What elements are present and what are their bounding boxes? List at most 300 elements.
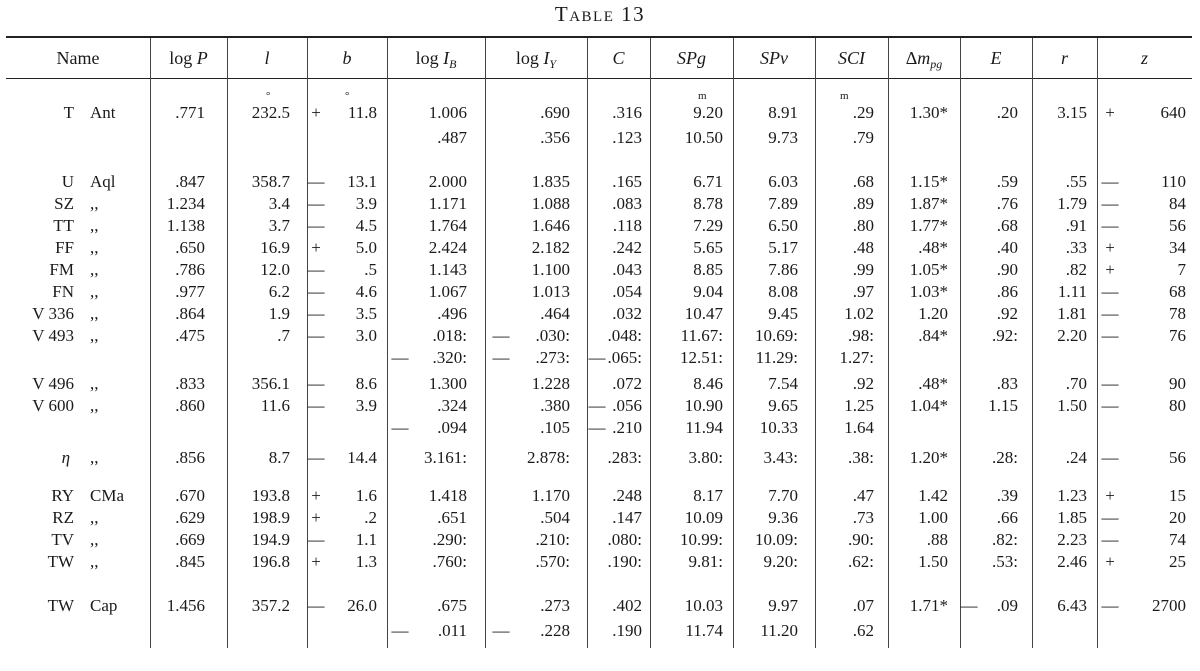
- header-logiy: $\log I_Y$: [515, 48, 557, 71]
- cell-logp: .475: [175, 326, 205, 345]
- cell-sci: .07: [852, 596, 874, 615]
- cell-spg: 10.03: [684, 596, 723, 615]
- cell-c: .316: [612, 103, 642, 122]
- star-name: V 496: [32, 374, 74, 393]
- cell-spv: 9.65: [768, 396, 798, 415]
- cell-z: 15: [1169, 486, 1186, 505]
- sign-b: —: [307, 596, 325, 615]
- cell-sci: .79: [852, 128, 874, 147]
- cell-dmpg: .48*: [918, 374, 948, 393]
- sign-z: —: [1101, 530, 1119, 549]
- star-name: TV: [51, 530, 74, 549]
- cell-spv: 9.97: [768, 596, 798, 615]
- header-logp: log P: [169, 48, 208, 68]
- cell-b: .2: [364, 508, 377, 527]
- cell-e: .92: [996, 304, 1018, 323]
- cell-spg: 8.46: [693, 374, 723, 393]
- cell-e: .39: [996, 486, 1018, 505]
- cell-spv: 9.20:: [763, 552, 798, 571]
- cell-logp: .977: [175, 282, 205, 301]
- sign-z: —: [1101, 508, 1119, 527]
- cell-c: .080:: [607, 530, 642, 549]
- cell-spg: 9.04: [693, 282, 723, 301]
- cell-spv: 9.36: [768, 508, 798, 527]
- cell-logib: .320:: [432, 348, 467, 367]
- cell-logib: .651: [437, 508, 467, 527]
- sign-z: —: [1101, 304, 1119, 323]
- cell-sci: .62:: [848, 552, 874, 571]
- constellation: ,,: [90, 304, 99, 323]
- constellation: ,,: [90, 238, 99, 257]
- constellation: ,,: [90, 194, 99, 213]
- cell-dmpg: 1.71*: [909, 596, 948, 615]
- cell-dmpg: 1.04*: [909, 396, 948, 415]
- cell-z: 56: [1169, 216, 1186, 235]
- cell-e: .76: [996, 194, 1018, 213]
- cell-r: .24: [1065, 448, 1087, 467]
- cell-b: 4.5: [355, 216, 377, 235]
- cell-z: 90: [1169, 374, 1186, 393]
- cell-c: .043: [612, 260, 642, 279]
- constellation: ,,: [90, 282, 99, 301]
- constellation: ,,: [90, 396, 99, 415]
- cell-logib: .011: [437, 621, 467, 640]
- constellation: ,,: [90, 374, 99, 393]
- cell-z: 76: [1169, 326, 1186, 345]
- cell-l: 16.9: [260, 238, 290, 257]
- sign-logiy: —: [492, 621, 510, 640]
- unit-b: °: [345, 90, 350, 102]
- cell-spg: 12.51:: [680, 348, 723, 367]
- header-spv: SPv: [760, 48, 788, 68]
- constellation: CMa: [90, 486, 124, 505]
- cell-z: 2700: [1152, 596, 1186, 615]
- cell-l: 12.0: [260, 260, 290, 279]
- cell-logp: 1.234: [166, 194, 205, 213]
- constellation: Cap: [90, 596, 118, 615]
- cell-b: 26.0: [347, 596, 377, 615]
- star-name: TW: [47, 552, 74, 571]
- sign-z: —: [1101, 396, 1119, 415]
- cell-logib: 3.161:: [424, 448, 467, 467]
- cell-c: .032: [612, 304, 642, 323]
- cell-spg: 11.67:: [680, 326, 723, 345]
- cell-logp: 1.138: [166, 216, 205, 235]
- cell-logiy: 1.100: [531, 260, 570, 279]
- cell-b: 5.0: [355, 238, 377, 257]
- cell-logib: .496: [437, 304, 467, 323]
- unit-l: °: [266, 90, 271, 102]
- sign-b: —: [307, 260, 325, 279]
- cell-spv: 7.89: [768, 194, 798, 213]
- sign-e: —: [960, 596, 978, 615]
- cell-dmpg: .84*: [918, 326, 948, 345]
- constellation: ,,: [90, 216, 99, 235]
- cell-logp: .845: [175, 552, 205, 571]
- cell-b: 4.6: [355, 282, 377, 301]
- cell-spg: 10.99:: [680, 530, 723, 549]
- constellation: ,,: [90, 326, 99, 345]
- cell-spg: 10.09: [684, 508, 723, 527]
- cell-logib: 1.418: [428, 486, 467, 505]
- cell-r: 6.43: [1057, 596, 1087, 615]
- sign-z: —: [1101, 216, 1119, 235]
- cell-logiy: .504: [540, 508, 570, 527]
- sign-b: —: [307, 374, 325, 393]
- cell-l: 6.2: [268, 282, 290, 301]
- header-e: E: [990, 48, 1002, 68]
- cell-spg: 8.17: [693, 486, 723, 505]
- cell-c: .123: [612, 128, 642, 147]
- sign-c: —: [588, 396, 606, 415]
- cell-b: 3.5: [355, 304, 377, 323]
- cell-logiy: .273: [540, 596, 570, 615]
- constellation: ,,: [90, 530, 99, 549]
- cell-logp: .864: [175, 304, 205, 323]
- cell-sci: .38:: [848, 448, 874, 467]
- header-r: r: [1060, 48, 1068, 68]
- cell-l: 193.8: [251, 486, 290, 505]
- cell-z: 78: [1169, 304, 1186, 323]
- cell-r: 2.20: [1057, 326, 1087, 345]
- cell-l: .7: [277, 326, 290, 345]
- cell-logib: .018:: [432, 326, 467, 345]
- header-rule: [6, 78, 1192, 79]
- constellation: ,,: [90, 508, 99, 527]
- sign-b: —: [307, 216, 325, 235]
- cell-sci: .29: [852, 103, 874, 122]
- cell-spv: 8.91: [768, 103, 798, 122]
- sign-b: —: [307, 304, 325, 323]
- cell-z: 56: [1169, 448, 1186, 467]
- cell-spg: 8.78: [693, 194, 723, 213]
- cell-e: .09: [996, 596, 1018, 615]
- cell-logib: 1.143: [428, 260, 467, 279]
- cell-e: .40: [996, 238, 1018, 257]
- cell-c: .190: [612, 621, 642, 640]
- cell-dmpg: 1.30*: [909, 103, 948, 122]
- cell-sci: 1.27:: [839, 348, 874, 367]
- sign-b: +: [311, 238, 321, 257]
- cell-dmpg: 1.00: [918, 508, 948, 527]
- cell-spg: 11.74: [685, 621, 723, 640]
- cell-logp: 1.456: [166, 596, 205, 615]
- cell-c: .210: [612, 418, 642, 437]
- cell-spv: 7.54: [768, 374, 798, 393]
- cell-logiy: .105: [540, 418, 570, 437]
- cell-dmpg: 1.42: [918, 486, 948, 505]
- cell-dmpg: .48*: [918, 238, 948, 257]
- cell-l: 3.7: [268, 216, 290, 235]
- constellation: ,,: [90, 552, 99, 571]
- cell-c: .118: [612, 216, 642, 235]
- table-title: Table 13: [554, 2, 646, 26]
- constellation: ,,: [90, 260, 99, 279]
- cell-z: 7: [1177, 260, 1186, 279]
- star-name: T: [63, 103, 74, 122]
- star-name: V 493: [32, 326, 74, 345]
- header-sci: SCI: [838, 48, 865, 68]
- star-name: V 336: [32, 304, 74, 323]
- sign-b: —: [307, 282, 325, 301]
- star-name: TT: [53, 216, 74, 235]
- cell-z: 68: [1169, 282, 1186, 301]
- cell-logib: 2.000: [428, 172, 467, 191]
- cell-r: 2.23: [1057, 530, 1087, 549]
- sign-b: +: [311, 552, 321, 571]
- sign-z: —: [1101, 172, 1119, 191]
- cell-sci: .89: [852, 194, 874, 213]
- header-spg: SPg: [677, 48, 706, 68]
- cell-spv: 6.50: [768, 216, 798, 235]
- constellation: Ant: [90, 103, 116, 122]
- cell-logib: 1.764: [428, 216, 467, 235]
- cell-sci: .68: [852, 172, 874, 191]
- cell-z: 84: [1169, 194, 1186, 213]
- sign-z: +: [1105, 238, 1115, 257]
- cell-logiy: 1.646: [531, 216, 570, 235]
- cell-b: 3.9: [355, 396, 377, 415]
- sign-b: +: [311, 508, 321, 527]
- cell-sci: .80: [852, 216, 874, 235]
- cell-e: 1.15: [988, 396, 1018, 415]
- cell-c: .056: [612, 396, 642, 415]
- cell-spg: 6.71: [693, 172, 723, 191]
- cell-spg: 8.85: [693, 260, 723, 279]
- header-l: l: [264, 48, 270, 68]
- cell-l: 8.7: [268, 448, 290, 467]
- cell-c: .054: [612, 282, 642, 301]
- cell-c: .242: [612, 238, 642, 257]
- sign-z: —: [1101, 282, 1119, 301]
- cell-r: 1.81: [1057, 304, 1087, 323]
- unit-spg: m: [698, 90, 707, 102]
- cell-spg: 10.50: [684, 128, 723, 147]
- cell-l: 357.2: [251, 596, 290, 615]
- cell-c: .072: [612, 374, 642, 393]
- cell-r: 2.46: [1057, 552, 1087, 571]
- sign-z: +: [1105, 552, 1115, 571]
- cell-spg: 10.90: [684, 396, 723, 415]
- cell-spg: 11.94: [685, 418, 723, 437]
- cell-l: 198.9: [251, 508, 290, 527]
- sign-b: —: [307, 326, 325, 345]
- cell-l: 232.5: [251, 103, 290, 122]
- cell-sci: .48: [852, 238, 874, 257]
- header-z: z: [1140, 48, 1148, 68]
- sign-b: —: [307, 396, 325, 415]
- sign-z: +: [1105, 260, 1115, 279]
- cell-logp: .856: [175, 448, 205, 467]
- cell-b: 1.6: [355, 486, 377, 505]
- cell-logiy: 2.878:: [527, 448, 570, 467]
- sign-logib: —: [391, 348, 409, 367]
- cell-z: 640: [1160, 103, 1186, 122]
- cell-b: 14.4: [347, 448, 377, 467]
- cell-spg: 10.47: [684, 304, 723, 323]
- cell-sci: 1.64: [844, 418, 874, 437]
- sign-z: +: [1105, 486, 1115, 505]
- cell-dmpg: 1.20: [918, 304, 948, 323]
- cell-e: .82:: [992, 530, 1018, 549]
- cell-logib: .324: [437, 396, 467, 415]
- cell-l: 358.7: [251, 172, 290, 191]
- cell-logp: .833: [175, 374, 205, 393]
- cell-l: 356.1: [251, 374, 290, 393]
- cell-b: 3.9: [355, 194, 377, 213]
- cell-logiy: .690: [540, 103, 570, 122]
- cell-z: 74: [1169, 530, 1186, 549]
- sign-b: —: [307, 194, 325, 213]
- cell-z: 34: [1169, 238, 1186, 257]
- star-name: FM: [49, 260, 74, 279]
- cell-logiy: .228: [540, 621, 570, 640]
- cell-logib: .760:: [432, 552, 467, 571]
- cell-logiy: .030:: [535, 326, 570, 345]
- cell-c: .165: [612, 172, 642, 191]
- star-name: V 600: [32, 396, 74, 415]
- cell-sci: 1.02: [844, 304, 874, 323]
- cell-c: .065:: [607, 348, 642, 367]
- cell-dmpg: .88: [926, 530, 948, 549]
- cell-r: 1.23: [1057, 486, 1087, 505]
- cell-sci: .62: [852, 621, 874, 640]
- cell-sci: .47: [852, 486, 874, 505]
- cell-c: .402: [612, 596, 642, 615]
- cell-logp: .847: [175, 172, 205, 191]
- cell-sci: .90:: [848, 530, 874, 549]
- cell-logiy: .273:: [535, 348, 570, 367]
- cell-r: .82: [1065, 260, 1087, 279]
- cell-logp: .771: [175, 103, 205, 122]
- cell-spg: 5.65: [693, 238, 723, 257]
- cell-spv: 8.08: [768, 282, 798, 301]
- cell-e: .90: [996, 260, 1018, 279]
- cell-e: .28:: [992, 448, 1018, 467]
- cell-l: 194.9: [251, 530, 290, 549]
- cell-r: .91: [1065, 216, 1087, 235]
- cell-sci: .97: [852, 282, 874, 301]
- star-name: η: [61, 448, 70, 467]
- header-name: Name: [56, 48, 100, 68]
- cell-spv: 10.33: [759, 418, 798, 437]
- cell-c: .147: [612, 508, 642, 527]
- cell-e: .92:: [992, 326, 1018, 345]
- star-name: U: [61, 172, 74, 191]
- cell-spv: 9.73: [768, 128, 798, 147]
- cell-l: 3.4: [268, 194, 290, 213]
- cell-logiy: 1.228: [531, 374, 570, 393]
- cell-sci: .99: [852, 260, 874, 279]
- sign-z: —: [1101, 374, 1119, 393]
- header-b: b: [342, 48, 352, 68]
- cell-spv: 11.29:: [755, 348, 798, 367]
- cell-spv: 3.43:: [763, 448, 798, 467]
- header-logib: $\log I_B$: [415, 48, 457, 71]
- cell-b: 8.6: [355, 374, 377, 393]
- cell-sci: 1.25: [844, 396, 874, 415]
- cell-logiy: .380: [540, 396, 570, 415]
- cell-logib: .675: [437, 596, 467, 615]
- cell-logiy: 1.170: [531, 486, 570, 505]
- sign-logiy: —: [492, 348, 510, 367]
- cell-logp: .669: [175, 530, 205, 549]
- cell-spg: 9.20: [693, 103, 723, 122]
- cell-dmpg: 1.05*: [909, 260, 948, 279]
- cell-e: .86: [996, 282, 1018, 301]
- cell-c: .190:: [607, 552, 642, 571]
- cell-logib: 2.424: [428, 238, 467, 257]
- cell-logiy: 2.182: [531, 238, 570, 257]
- star-name: SZ: [54, 194, 74, 213]
- sign-z: +: [1105, 103, 1115, 122]
- header-c: C: [612, 48, 625, 68]
- cell-c: .248: [612, 486, 642, 505]
- cell-dmpg: 1.03*: [909, 282, 948, 301]
- cell-logp: .860: [175, 396, 205, 415]
- cell-logiy: .570:: [535, 552, 570, 571]
- cell-spv: 11.20: [760, 621, 798, 640]
- cell-logib: 1.171: [428, 194, 467, 213]
- cell-logiy: .356: [540, 128, 570, 147]
- cell-r: .55: [1065, 172, 1087, 191]
- cell-spg: 3.80:: [688, 448, 723, 467]
- cell-sci: .73: [852, 508, 874, 527]
- star-name: TW: [47, 596, 74, 615]
- cell-e: .20: [996, 103, 1018, 122]
- sign-b: —: [307, 448, 325, 467]
- cell-z: 20: [1169, 508, 1186, 527]
- cell-logib: .487: [437, 128, 467, 147]
- sign-z: —: [1101, 326, 1119, 345]
- cell-z: 80: [1169, 396, 1186, 415]
- cell-e: .66: [996, 508, 1018, 527]
- constellation: Aql: [90, 172, 116, 191]
- cell-spv: 7.70: [768, 486, 798, 505]
- cell-spv: 9.45: [768, 304, 798, 323]
- cell-c: .048:: [607, 326, 642, 345]
- cell-r: 3.15: [1057, 103, 1087, 122]
- cell-logp: .670: [175, 486, 205, 505]
- sign-b: +: [311, 103, 321, 122]
- cell-r: 1.50: [1057, 396, 1087, 415]
- star-name: RY: [51, 486, 74, 505]
- cell-spv: 5.17: [768, 238, 798, 257]
- cell-r: 1.11: [1057, 282, 1087, 301]
- star-name: RZ: [52, 508, 74, 527]
- cell-b: 13.1: [347, 172, 377, 191]
- sign-z: —: [1101, 596, 1119, 615]
- cell-c: .283:: [607, 448, 642, 467]
- cell-b: 11.8: [347, 103, 377, 122]
- cell-b: 3.0: [355, 326, 377, 345]
- cell-dmpg: 1.20*: [909, 448, 948, 467]
- cell-logiy: .464: [540, 304, 570, 323]
- cell-logib: 1.067: [428, 282, 467, 301]
- cell-spv: 6.03: [768, 172, 798, 191]
- cell-spg: 9.81:: [688, 552, 723, 571]
- cell-c: .083: [612, 194, 642, 213]
- cell-sci: .92: [852, 374, 874, 393]
- cell-logp: .629: [175, 508, 205, 527]
- sign-z: —: [1101, 448, 1119, 467]
- cell-l: 196.8: [251, 552, 290, 571]
- sign-c: —: [588, 348, 606, 367]
- sign-b: —: [307, 172, 325, 191]
- cell-z: 110: [1161, 172, 1186, 191]
- cell-logib: 1.006: [428, 103, 467, 122]
- cell-logiy: 1.013: [531, 282, 570, 301]
